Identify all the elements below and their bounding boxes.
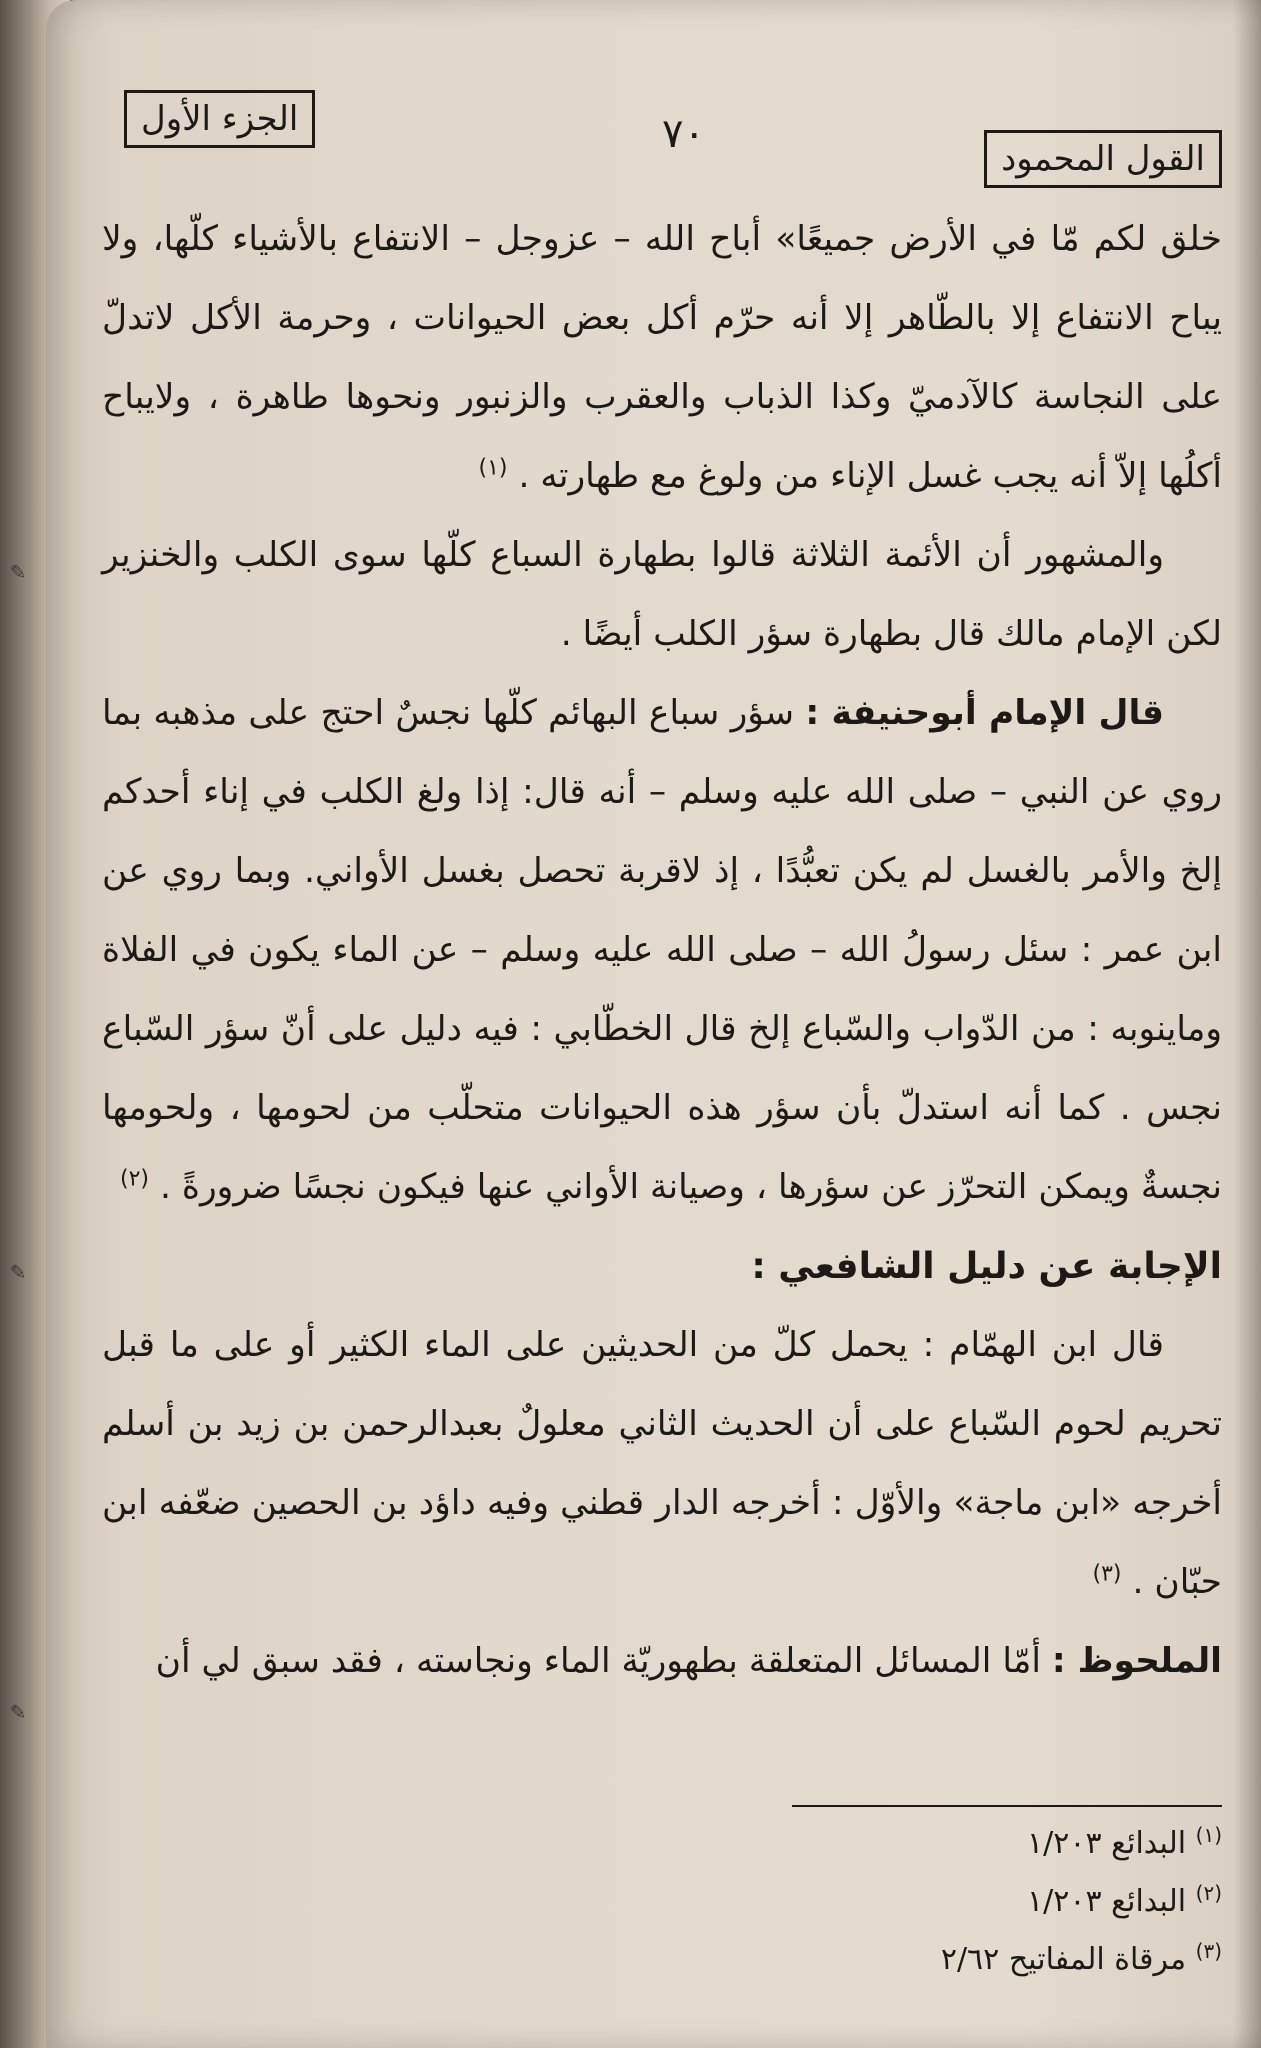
footnote-1 — [102, 1815, 1222, 1873]
paragraph-lead: قال الإمام أبوحنيفة : — [805, 693, 1165, 733]
margin-handwriting: ✎ — [6, 560, 30, 584]
page-number: ٧٠ — [662, 111, 705, 157]
footnote-2 — [102, 1873, 1222, 1931]
paragraph-text: خلق لكم مّا في الأرض جميعًا» أباح الله – عزوجل – الانتفاع بالأشياء كلّها، ولا يباح الانتفاع إلا بالطّاهر إلا أنه حرّم أكل بعض الحيوانات ، وحرمة الأكل لاتدلّ على النجاسة كالآدميّ وكذا الذباب والعقرب والزنبور ونحوها طاهرة ، ولايباح أكلُها إلاّ أنه يجب غسل الإناء من ولوغ مع طهارته . — [102, 219, 1222, 496]
paragraph-3 — [102, 674, 1222, 1227]
margin-handwriting: ✎ — [6, 1700, 30, 1724]
book-page — [46, 0, 1261, 2048]
footnotes — [102, 1815, 1222, 1989]
footnote-number: (١) — [1195, 1823, 1222, 1847]
page-content — [102, 70, 1222, 1989]
paragraph-lead: الملحوظ : — [1051, 1641, 1222, 1681]
book-title-label: القول المحمود — [984, 130, 1222, 188]
footnote-text: البدائع ١/٢٠٣ — [1027, 1826, 1187, 1861]
paragraph-text: سؤر سباع البهائم كلّها نجسٌ احتج على مذهبه بما روي عن النبي – صلى الله عليه وسلم – أنه قال: إذا ولغ الكلب في إناء أحدكم إلخ والأمر بالغسل لم يكن تعبُّدًا ، إذ لاقربة تحصل بغسل الأواني. وبما روي عن ابن عمر : سئل رسولُ الله – صلى الله عليه وسلم – عن الماء يكون في الفلاة وماينوبه : من الدّواب والسّباع إلخ قال الخطّابي : فيه دليل على أنّ سؤر السّباع نجس . كما أنه استدلّ بأن سؤر هذه الحيوانات متحلّب من لحومها ، ولحومها نجسةٌ ويمكن التحرّز عن سؤرها ، وصيانة الأواني عنها فيكون نجسًا ضرورةً . — [102, 693, 1222, 1207]
paragraph-text: والمشهور أن الأئمة الثلاثة قالوا بطهارة السباع كلّها سوى الكلب والخنزير لكن الإمام مالك قال بطهارة سؤر الكلب أيضًا . — [102, 535, 1222, 654]
footnote-text: مرقاة المفاتيح ٢/٦٢ — [940, 1942, 1187, 1977]
paragraph-5 — [102, 1622, 1222, 1701]
body-text — [102, 200, 1222, 1701]
footnote-ref: (٣) — [1092, 1561, 1122, 1587]
footnote-divider — [792, 1805, 1222, 1807]
paragraph-text: قال ابن الهمّام : يحمل كلّ من الحديثين على الماء الكثير أو على ما قبل تحريم لحوم السّباع على أن الحديث الثاني معلولٌ بعبدالرحمن بن زيد بن أسلم أخرجه «ابن ماجة» والأوّل : أخرجه الدار قطني وفيه داؤد بن الحصين ضعّفه ابن حبّان . — [102, 1325, 1222, 1602]
paragraph-4 — [102, 1306, 1222, 1622]
footnote-number: (٣) — [1195, 1939, 1222, 1963]
paragraph-text: أمّا المسائل المتعلقة بطهوريّة الماء ونجاسته ، فقد سبق لي أن — [155, 1641, 1041, 1681]
footnote-ref: (٢) — [119, 1166, 149, 1192]
section-heading: الإجابة عن دليل الشافعي : — [751, 1246, 1222, 1287]
footnote-text: البدائع ١/٢٠٣ — [1027, 1884, 1187, 1919]
footnote-number: (٢) — [1195, 1881, 1222, 1905]
paragraph-1 — [102, 200, 1222, 516]
footnote-3 — [102, 1931, 1222, 1989]
paragraph-2 — [102, 516, 1222, 674]
page-shadow — [1233, 0, 1261, 2048]
volume-label: الجزء الأول — [124, 90, 315, 148]
margin-handwriting: ✎ — [6, 1260, 30, 1284]
footnote-ref: (١) — [478, 455, 508, 481]
running-header — [102, 70, 1222, 180]
